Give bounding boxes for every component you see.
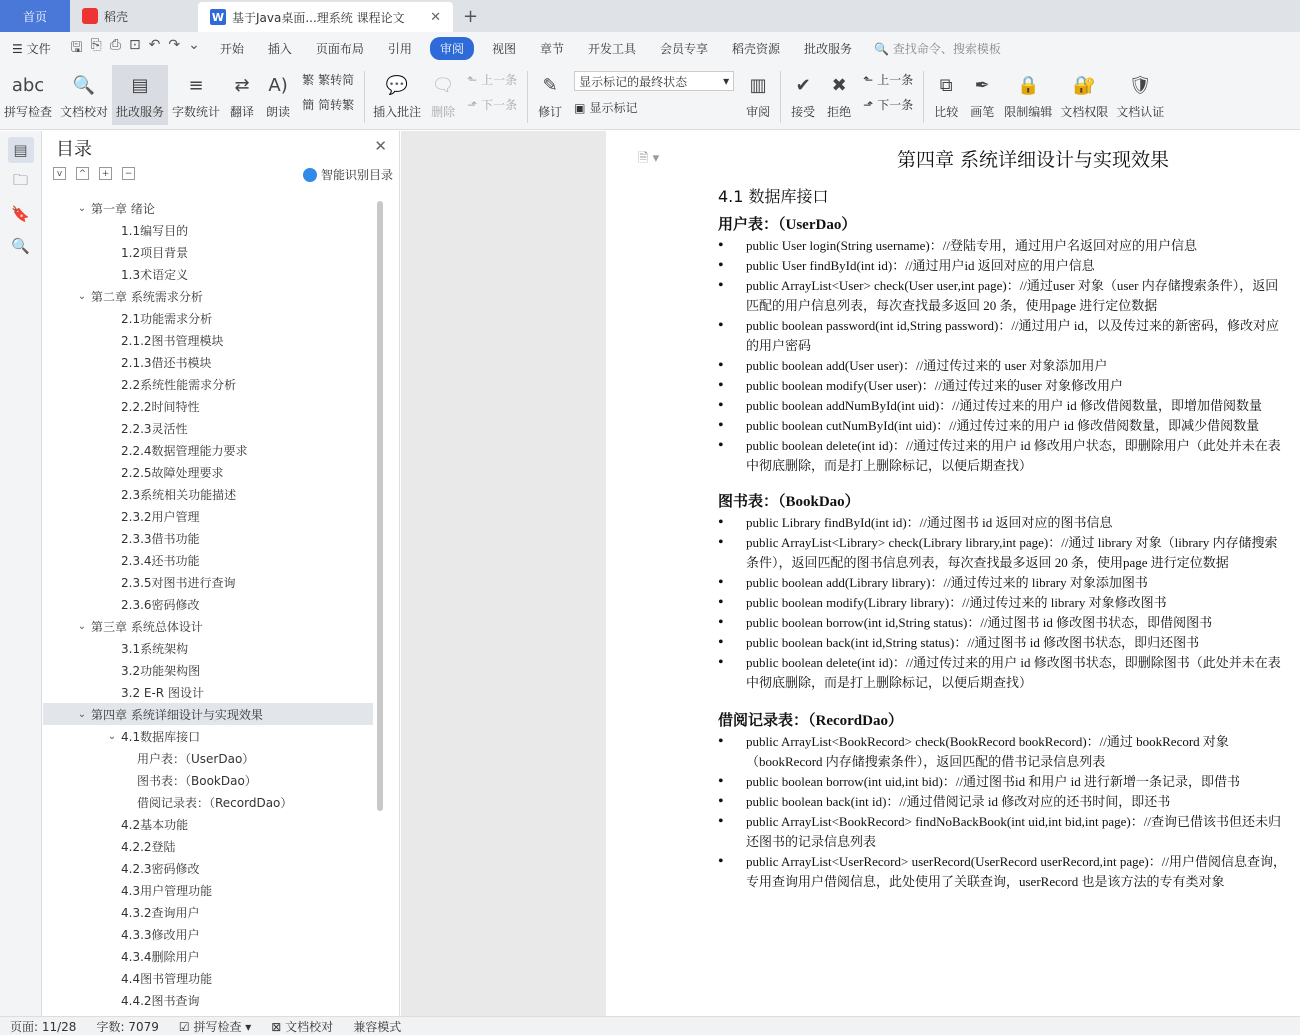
- method-item: • public boolean password(int id,String password)：//通过用户 id，以及传过来的新密码，修改对应的用户密码: [718, 316, 1288, 356]
- toc-item[interactable]: [43, 505, 373, 527]
- toc-item[interactable]: [43, 813, 373, 835]
- toc-item[interactable]: [43, 461, 373, 483]
- track-changes-icon: ✎: [542, 74, 558, 96]
- insert-comment-icon: 💬: [385, 74, 409, 96]
- add-heading-icon[interactable]: +: [99, 167, 112, 180]
- toc-item-label: 2.2系统性能需求分析: [121, 377, 237, 392]
- tab-bar: [0, 0, 1300, 32]
- toc-item[interactable]: [43, 417, 373, 439]
- toc-item-label: 3.2功能架构图: [121, 663, 201, 678]
- track-changes-button[interactable]: ✎ 修订: [532, 65, 568, 125]
- quick-access-toolbar: [63, 37, 208, 61]
- menu-tab[interactable]: 视图: [491, 42, 516, 56]
- smart-icon: [303, 168, 317, 182]
- toc-item-label: 4.2基本功能: [121, 817, 189, 832]
- word-count-button[interactable]: ≡ 字数统计: [168, 65, 224, 125]
- toc-item[interactable]: [43, 197, 373, 219]
- markup-group: [568, 65, 740, 116]
- method-item: • public boolean borrow(int id,String status)：//通过图书 id 修改图书状态，即借阅图书: [718, 613, 1288, 633]
- toc-item-label: 2.2.5故障处理要求: [121, 465, 224, 480]
- subheading-record: 借阅记录表：（RecordDao）: [718, 713, 903, 729]
- method-item: • public boolean modify(User user)：//通过传过来的user 对象修改用户: [718, 376, 1288, 396]
- method-item: • public User findById(int id)：//通过用户id 返回对应的用户信息: [718, 256, 1288, 276]
- toc-item[interactable]: [43, 351, 373, 373]
- toc-panel: [43, 131, 400, 1016]
- delete-comment-icon: 🗨: [431, 74, 455, 96]
- doc-proof-button[interactable]: 🔍 文档校对: [56, 65, 112, 125]
- menu-tab[interactable]: 会员专享: [660, 42, 709, 56]
- trad-to-simp-button[interactable]: 繁 繁转简: [302, 73, 355, 87]
- ribbon-separator: [780, 71, 781, 123]
- word-count-icon: ≡: [188, 74, 204, 96]
- ribbon-separator: [527, 71, 528, 123]
- insert-comment-button[interactable]: 💬 插入批注: [369, 65, 425, 125]
- toc-item-label: 第三章 系统总体设计: [91, 619, 203, 634]
- toc-item[interactable]: [43, 483, 373, 505]
- chapter-heading: 第四章 系统详细设计与实现效果: [896, 149, 1170, 171]
- section-heading: 4.1 数据库接口: [718, 187, 829, 206]
- menu-bar: [0, 32, 1300, 65]
- menu-tab[interactable]: 引用: [387, 42, 412, 56]
- chevron-down-icon[interactable]: ⌄: [77, 290, 87, 302]
- toc-item[interactable]: [43, 395, 373, 417]
- permission-icon: 🔐: [1073, 74, 1096, 96]
- close-tab-icon[interactable]: ✕: [430, 9, 441, 25]
- tab-home[interactable]: 首页: [0, 0, 70, 32]
- toc-item-label: 用户表：（UserDao）: [137, 751, 255, 766]
- method-item: • public boolean delete(int id)：//通过传过来的用户 id 修改图书状态，即删除图书（此处并未在表中彻底删除，而是打上删除标记，以便后期查找）: [718, 653, 1288, 693]
- method-item: • public Library findById(int id)：//通过图书 id 返回对应的图书信息: [718, 513, 1288, 533]
- toc-item-label: 2.3.3借书功能: [121, 531, 200, 546]
- toc-item[interactable]: [43, 989, 373, 1011]
- toc-item[interactable]: [43, 747, 373, 769]
- toc-item-label: 第一章 绪论: [91, 201, 155, 216]
- word-count[interactable]: 字数: 7079: [96, 1019, 159, 1034]
- translate-button[interactable]: ⇄ 翻译: [224, 65, 260, 125]
- remove-heading-icon[interactable]: −: [122, 167, 135, 180]
- toc-title: 目录: [56, 139, 92, 160]
- toc-item[interactable]: [43, 329, 373, 351]
- tab-daoke[interactable]: 稻壳: [70, 0, 198, 32]
- save-icon[interactable]: 🖫: [70, 39, 83, 56]
- certificate-icon: 🛡: [1128, 74, 1152, 96]
- menu-tab[interactable]: 页面布局: [315, 42, 364, 56]
- delete-comment-button[interactable]: 🗨 删除: [425, 65, 461, 125]
- toc-list: [43, 197, 373, 1011]
- daoke-icon: [82, 8, 98, 24]
- comment-nav-group: [461, 65, 523, 113]
- toc-controls: [53, 167, 135, 180]
- proof-status[interactable]: ⊠ 文档校对: [271, 1019, 334, 1034]
- user-methods-list: [718, 236, 1288, 476]
- spell-check-button[interactable]: abc 拼写检查: [0, 65, 56, 125]
- toc-item-label: 4.3.2查询用户: [121, 905, 200, 920]
- menu-tab[interactable]: 开发工具: [587, 42, 636, 56]
- side-toolbar: [0, 131, 42, 1016]
- toc-item[interactable]: [43, 263, 373, 285]
- show-markup-button[interactable]: ▣ 显示标记: [574, 100, 638, 115]
- pen-button[interactable]: ✒ 画笔: [964, 65, 1000, 125]
- chapter-nav-icon[interactable]: 🗀: [12, 170, 28, 189]
- method-item: • public ArrayList<BookRecord> check(BookRecord bookRecord)：//通过 bookRecord 对象（bookRecord 内存储搜索条件），返回匹配的借书记录信息列表: [718, 732, 1288, 772]
- toc-item-label: 图书表：（BookDao）: [137, 773, 257, 788]
- toc-item-label: 4.4.2图书查询: [121, 993, 200, 1008]
- page-content: [718, 145, 1288, 892]
- read-aloud-button[interactable]: A) 朗读: [260, 65, 296, 125]
- menu-tab[interactable]: 开始: [219, 42, 244, 56]
- toc-item-label: 2.2.3灵活性: [121, 421, 188, 436]
- method-item: • public boolean delete(int id)：//通过传过来的用户 id 修改用户状态，即删除用户（此处并未在表中彻底删除，而是打上删除标记，以便后期查找）: [718, 436, 1288, 476]
- toc-item[interactable]: [43, 879, 373, 901]
- read-aloud-icon: A): [268, 74, 288, 96]
- toc-item[interactable]: [43, 857, 373, 879]
- status-bar: [0, 1016, 1300, 1035]
- ribbon-separator: [364, 71, 365, 123]
- accept-icon: ✔: [795, 74, 811, 96]
- subheading-user: 用户表：（UserDao）: [718, 217, 857, 233]
- print-icon[interactable]: ⎙: [109, 36, 121, 53]
- book-methods-list: [718, 513, 1288, 693]
- bookmark-icon[interactable]: 🔖: [11, 205, 30, 223]
- method-item: • public ArrayList<Library> check(Library library,int page)：//通过 library 对象（library 内存储搜索条件），返回匹配的图书信息列表，每次查找最多返回 20 条，使用page 进行定位数据: [718, 533, 1288, 573]
- ribbon-separator: [923, 71, 924, 123]
- method-item: • public boolean cutNumById(int uid)：//通过传过来的用户 id 修改借阅数量，即减少借阅数量: [718, 416, 1288, 436]
- simp-to-trad-button[interactable]: 簡 简转繁: [302, 98, 355, 112]
- menu-tab[interactable]: 章节: [539, 42, 564, 56]
- pen-icon: ✒: [974, 74, 990, 96]
- toc-item-label: 2.1功能需求分析: [121, 311, 213, 326]
- reject-icon: ✖: [831, 74, 847, 96]
- method-item: • public boolean back(int id)：//通过借阅记录 id 修改对应的还书时间，即还书: [718, 792, 1288, 812]
- toc-item[interactable]: [43, 571, 373, 593]
- method-item: • public ArrayList<User> check(User user,int page)：//通过user 对象（user 内存储搜索条件），返回匹配的用户信息列表，每次查找最多返回 20 条，使用page 进行定位数据: [718, 276, 1288, 316]
- toc-item-label: 1.1编写目的: [121, 223, 189, 238]
- method-item: • public boolean modify(Library library)：//通过传过来的 library 对象修改图书: [718, 593, 1288, 613]
- document-icon[interactable]: 🗎 ▾: [638, 151, 660, 166]
- compat-mode: 兼容模式: [353, 1019, 402, 1034]
- subheading-book: 图书表：（BookDao）: [718, 494, 860, 510]
- toc-item[interactable]: [43, 439, 373, 461]
- file-menu[interactable]: ☰ 文件: [12, 42, 51, 56]
- spell-check-icon: abc: [11, 74, 45, 96]
- export-icon[interactable]: ⎘: [90, 36, 102, 53]
- toc-item-label: 2.1.2图书管理模块: [121, 333, 224, 348]
- toc-item[interactable]: [43, 923, 373, 945]
- toc-item[interactable]: [43, 307, 373, 329]
- chevron-down-icon: ▾: [723, 74, 730, 88]
- expand-all-icon[interactable]: v: [53, 167, 66, 180]
- toc-item[interactable]: [43, 593, 373, 615]
- method-item: • public boolean add(User user)：//通过传过来的 user 对象添加用户: [718, 356, 1288, 376]
- toc-item-label: 4.3.4删除用户: [121, 949, 200, 964]
- toc-item[interactable]: [43, 945, 373, 967]
- toc-item-label: 2.3.4还书功能: [121, 553, 200, 568]
- chevron-down-icon[interactable]: ⌄: [77, 708, 87, 720]
- toc-item[interactable]: [43, 835, 373, 857]
- collapse-all-icon[interactable]: ^: [76, 167, 89, 180]
- toc-item-label: 4.2.3密码修改: [121, 861, 200, 876]
- toc-item[interactable]: [43, 637, 373, 659]
- toc-item[interactable]: [43, 791, 373, 813]
- toc-item-label: 2.2.2时间特性: [121, 399, 200, 414]
- method-item: • public boolean back(int id,String status)：//通过图书 id 修改图书状态，即归还图书: [718, 633, 1288, 653]
- method-item: • public ArrayList<BookRecord> findNoBackBook(int uid,int bid,int page)：//查询已借该书但还未归还图书的记录信息列表: [718, 812, 1288, 852]
- toc-item-label: 1.3术语定义: [121, 267, 189, 282]
- prev-comment-button[interactable]: ⬑ 上一条: [467, 72, 518, 87]
- toc-item[interactable]: [43, 901, 373, 923]
- method-item: • public boolean addNumById(int uid)：//通过传过来的用户 id 修改借阅数量，即增加借阅数量: [718, 396, 1288, 416]
- toc-item-label: 2.3.6密码修改: [121, 597, 200, 612]
- smart-toc-button[interactable]: 智能识别目录: [303, 166, 393, 183]
- toc-item[interactable]: [43, 769, 373, 791]
- doc-proof-icon: 🔍: [72, 74, 96, 96]
- toc-item[interactable]: [43, 527, 373, 549]
- document-page[interactable]: [606, 131, 1300, 1016]
- compare-button[interactable]: ⧉ 比较: [928, 65, 964, 125]
- toc-item[interactable]: [43, 703, 373, 725]
- toc-item[interactable]: [43, 549, 373, 571]
- correct-service-icon: ▤: [131, 74, 149, 96]
- toc-item-label: 4.1数据库接口: [121, 729, 201, 744]
- toc-item-label: 4.3用户管理功能: [121, 883, 213, 898]
- method-item: • public boolean add(Library library)：//通过传过来的 library 对象添加图书: [718, 573, 1288, 593]
- canvas-gap: [401, 131, 606, 1016]
- menu-tab[interactable]: 批改服务: [804, 42, 853, 56]
- compare-icon: ⧉: [939, 74, 953, 96]
- toc-item-label: 3.2 E-R 图设计: [121, 685, 204, 700]
- ribbon-review: [0, 65, 1300, 130]
- prev-change-button[interactable]: ⬑ 上一条: [863, 72, 914, 87]
- tab-document[interactable]: W 基于Java桌面...理系统 课程论文 ✕: [198, 2, 453, 32]
- chevron-down-icon[interactable]: ⌄: [77, 202, 87, 214]
- review-pane-button[interactable]: ▥ 审阅: [740, 65, 776, 125]
- correct-service-button[interactable]: ▤ 批改服务: [112, 65, 168, 125]
- writer-icon: W: [211, 10, 225, 24]
- toc-item-label: 1.2项目背景: [121, 245, 189, 260]
- toc-scrollbar[interactable]: [377, 201, 383, 811]
- toc-item-label: 4.3.3修改用户: [121, 927, 200, 942]
- menu-tab[interactable]: 插入: [267, 42, 292, 56]
- doc-permission-button[interactable]: 🔐 文档权限: [1056, 65, 1112, 125]
- toc-item[interactable]: [43, 219, 373, 241]
- toc-item-label: 4.2.2登陆: [121, 839, 176, 854]
- menu-tabs: [208, 37, 864, 60]
- method-item: • public boolean borrow(int uid,int bid)：//通过图书id 和用户 id 进行新增一条记录，即借书: [718, 772, 1288, 792]
- search-icon[interactable]: 🔍: [11, 237, 30, 255]
- menu-tab[interactable]: 审阅: [430, 37, 474, 60]
- toc-item[interactable]: [43, 659, 373, 681]
- chinese-conversion-group: [296, 65, 360, 113]
- method-item: • public User login(String username)：//登陆专用，通过用户名返回对应的用户信息: [718, 236, 1288, 256]
- next-comment-button[interactable]: ⬏ 下一条: [467, 97, 518, 112]
- redo-icon[interactable]: ↷: [168, 36, 181, 53]
- menu-tab[interactable]: 稻壳资源: [732, 42, 781, 56]
- translate-icon: ⇄: [234, 74, 250, 96]
- toc-panel-icon[interactable]: ▤: [8, 137, 34, 163]
- toc-item[interactable]: [43, 681, 373, 703]
- method-item: • public ArrayList<UserRecord> userRecord(UserRecord userRecord,int page)：//用户借阅信息查询，专用查询用户借阅信息，此处使用了关联查询，userRecord 也是该方法的专有类对象: [718, 852, 1288, 892]
- next-change-button[interactable]: ⬏ 下一条: [863, 97, 914, 112]
- restrict-edit-button[interactable]: 🔒 限制编辑: [1000, 65, 1056, 125]
- preview-icon[interactable]: ⊡: [128, 36, 141, 53]
- reject-button[interactable]: ✖ 拒绝: [821, 65, 857, 125]
- toc-item-label: 2.3系统相关功能描述: [121, 487, 237, 502]
- close-icon[interactable]: ✕: [374, 137, 387, 155]
- toc-item-label: 2.3.5对图书进行查询: [121, 575, 236, 590]
- accept-button[interactable]: ✔ 接受: [785, 65, 821, 125]
- toc-item[interactable]: [43, 241, 373, 263]
- toc-item-label: 借阅记录表：（RecordDao）: [137, 795, 293, 810]
- record-methods-list: [718, 732, 1288, 892]
- toc-item-label: 第四章 系统详细设计与实现效果: [91, 707, 263, 722]
- doc-auth-button[interactable]: 🛡 文档认证: [1112, 65, 1168, 125]
- more-icon[interactable]: ⌄: [188, 36, 200, 53]
- new-tab-button[interactable]: +: [463, 5, 479, 27]
- undo-icon[interactable]: ↶: [148, 36, 161, 53]
- page-count[interactable]: 页面: 11/28: [10, 1019, 77, 1034]
- spell-check-status[interactable]: ☑ 拼写检查 ▾: [178, 1019, 252, 1034]
- lock-icon: 🔒: [1016, 74, 1040, 96]
- toc-item-label: 2.3.2用户管理: [121, 509, 200, 524]
- chevron-down-icon[interactable]: ⌄: [107, 730, 117, 742]
- command-search[interactable]: 🔍 查找命令、搜索模板: [874, 42, 1001, 56]
- toc-item-label: 3.1系统架构: [121, 641, 189, 656]
- toc-item[interactable]: [43, 285, 373, 307]
- chevron-down-icon[interactable]: ⌄: [77, 620, 87, 632]
- toc-item[interactable]: [43, 615, 373, 637]
- toc-item[interactable]: [43, 967, 373, 989]
- toc-item-label: 4.4图书管理功能: [121, 971, 213, 986]
- review-pane-icon: ▥: [749, 74, 767, 96]
- toc-item-label: 第二章 系统需求分析: [91, 289, 203, 304]
- markup-mode-select[interactable]: 显示标记的最终状态 ▾: [574, 71, 734, 91]
- toc-item-label: 2.2.4数据管理能力要求: [121, 443, 248, 458]
- toc-item-label: 2.1.3借还书模块: [121, 355, 212, 370]
- toc-item[interactable]: [43, 725, 373, 747]
- change-nav-group: [857, 65, 919, 113]
- toc-item[interactable]: [43, 373, 373, 395]
